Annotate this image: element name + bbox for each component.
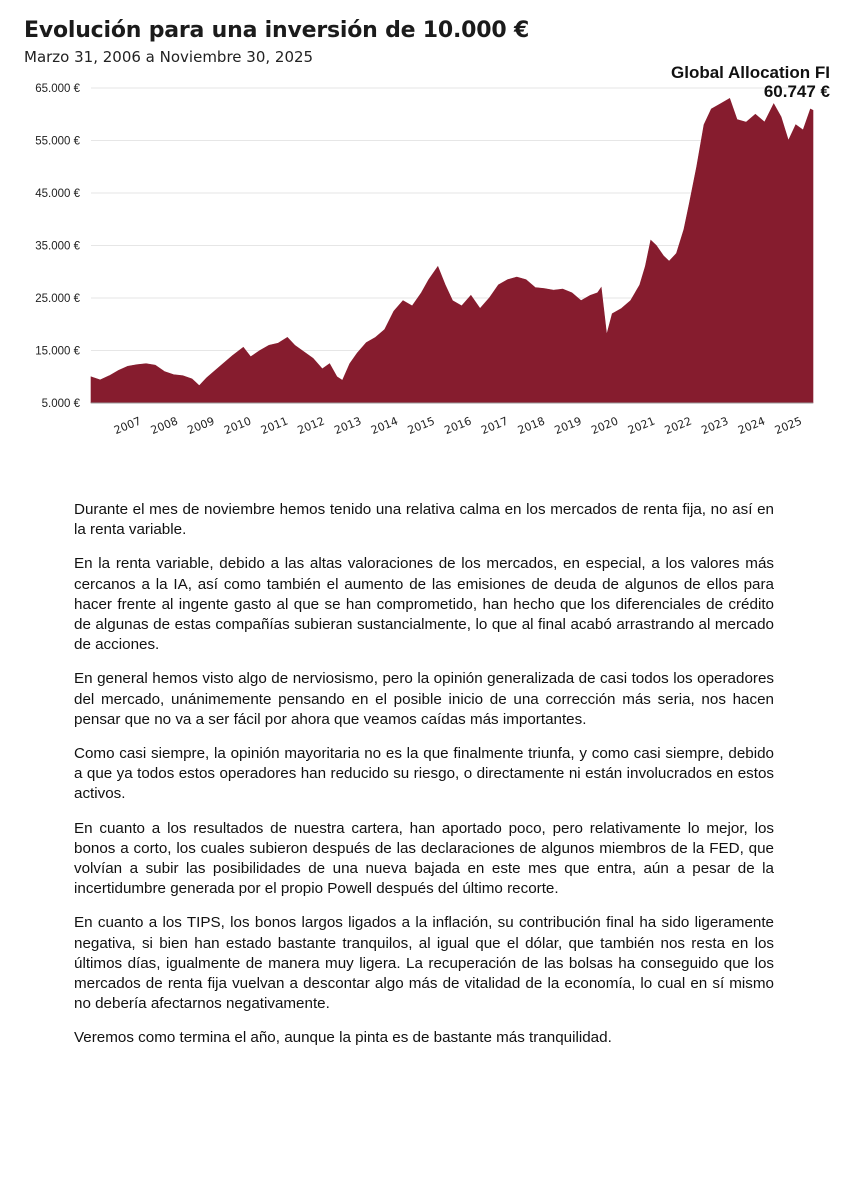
x-tick-label: 2013 [332,414,364,438]
y-tick-label: 45.000 € [35,188,80,200]
x-tick-label: 2019 [552,414,584,438]
x-tick-label: 2014 [369,414,400,438]
chart-date-range: Marzo 31, 2006 a Noviembre 30, 2025 [24,48,314,66]
fund-final-value: 60.747 € [763,82,830,101]
x-tick-label: 2025 [772,414,804,438]
x-tick-label: 2015 [405,414,437,438]
paragraph: En cuanto a los resultados de nuestra cartera, han aportado poco, pero relativamente lo mejor, los bonos a corto, los cuales subieron después de las declaraciones de algunos miembros de la FED, que volvían a subir las posibilidades de una nueva bajada en este mes que entra, aún a pesar de la incertidumbre generada por el propio Powell después del último recorte. [74,819,774,898]
y-tick-label: 25.000 € [35,293,80,305]
paragraph: En general hemos visto algo de nerviosismo, pero la opinión generalizada de casi todos los operadores del mercado, unánimemente pensando en el posible inicio de una corrección más seria, nos hacen pensar que no va a ser fácil por ahora que veamos caídas más importantes. [74,670,774,728]
y-tick-label: 35.000 € [35,240,80,253]
x-axis [91,403,813,437]
x-tick-label: 2011 [258,414,290,438]
x-tick-label: 2020 [589,414,621,438]
x-tick-label: 2021 [626,414,657,438]
series-area-global-allocation-fi [91,99,813,404]
paragraph: En la renta variable, debido a las altas valoraciones de los mercados, en especial, a los valores más cercanos a la IA, así como también el aumento de las emisiones de deuda de algunos de ellos para hacer frente al ingente gasto al que se han comprometido, han hecho que los diferenciales de crédito de algunas de estas compañías subieran sustancialmente, lo que al final acabó arrastrando al mercado de acciones. [74,555,774,654]
y-axis [35,83,80,410]
x-tick-label: 2007 [112,414,143,438]
x-tick-label: 2023 [699,414,731,438]
y-tick-label: 65.000 € [35,83,80,95]
x-tick-label: 2024 [736,414,767,438]
x-tick-label: 2017 [479,414,511,438]
y-tick-label: 15.000 € [35,345,80,358]
paragraph: Durante el mes de noviembre hemos tenido una relativa calma en los mercados de renta fija, no así en la renta variable. [74,501,774,539]
paragraph: Como casi siempre, la opinión mayoritaria no es la que finalmente triunfa, y como casi siempre, debido a que ya todos estos operadores han reducido su riesgo, o directamente ni están involucrados en estos activos. [74,745,774,803]
chart-title: Evolución para una inversión de 10.000 € [24,18,530,43]
x-tick-label: 2010 [222,414,254,438]
x-tick-label: 2022 [662,414,694,438]
y-tick-label: 5.000 € [41,398,80,410]
investment-growth-chart [0,70,848,450]
commentary-text [74,500,774,1063]
x-tick-label: 2009 [185,414,217,438]
series-layer [91,99,813,404]
x-tick-label: 2018 [515,414,547,438]
y-tick-label: 55.000 € [35,135,80,148]
x-tick-label: 2016 [442,414,474,438]
x-tick-label: 2012 [295,414,327,438]
paragraph: Veremos como termina el año, aunque la pinta es de bastante más tranquilidad. [74,1029,612,1047]
paragraph: En cuanto a los TIPS, los bonos largos ligados a la inflación, su contribución final ha sido ligeramente negativa, si bien han estado bastante tranquilos, al igual que el dólar, que también nos resta en los últimos días, igualmente de manera muy ligera. La recuperación de las bolsas ha conseguido que los mercados de renta fija vuelvan a descontar algo más de vitalidad de la economía, lo cual en sí mismo no debería afectarnos negativamente. [74,914,774,1013]
fund-name-label: Global Allocation FI [671,63,830,82]
x-tick-label: 2008 [148,414,180,438]
